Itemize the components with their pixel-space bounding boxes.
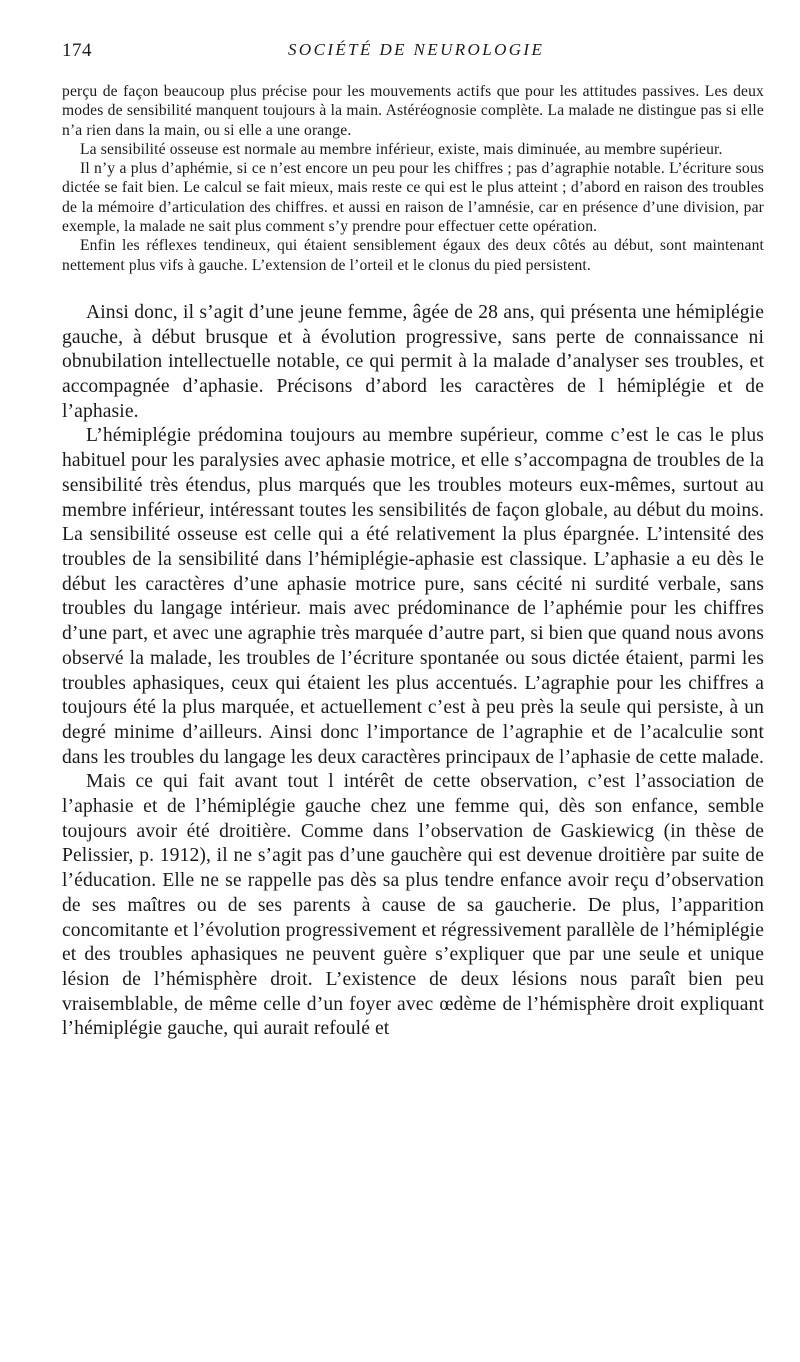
clinical-notes bbox=[62, 82, 764, 275]
paragraph-hemiplegia: L’hémiplégie prédomina toujours au membre supérieur, comme c’est le cas le plus habituel pour les paralysies avec aphasie motrice, et elle s’accompagna de troubles de la sensibilité très étendus, plus marqués que les troubles moteurs eux-mêmes, surtout au membre inférieur, intéressant toutes les sensibilités de façon globale, au début du moins. La sensibilité osseuse est celle qui a été relativement la plus épargnée. L’intensité des troubles de la sensibilité dans l’hémiplégie-aphasie est classique. L’aphasie a eu dès le début les caractères d’une aphasie motrice pure, sans cécité ni surdité verbale, sans troubles du langage intérieur. mais avec prédominance de l’aphémie pour les chiffres d’une part, et avec une agraphie très marquée d’autre part, si bien que quand nous avons observé la malade, les troubles de l’écriture spontanée ou sous dictée étaient, parmi les troubles aphasiques, ceux qui étaient les plus accentués. L’agraphie pour les chiffres a toujours été la plus marquée, et actuellement c’est à peu près la seule qui persiste, à un degré minime d’ailleurs. Ainsi donc l’importance de l’agraphie et de l’acalculie sont dans les troubles du langage les deux caractères principaux de l’aphasie de cette malade. bbox=[62, 425, 764, 768]
running-head: SOCIÉTÉ DE NEUROLOGIE bbox=[288, 40, 545, 59]
page-header bbox=[62, 38, 764, 66]
discussion bbox=[62, 301, 764, 1042]
paragraph-reflexes: Enfin les réflexes tendineux, qui étaient sensiblement égaux des deux côtés au début, sont maintenant nettement plus vifs à gauche. L’extension de l’orteil et le clonus du pied persistent. bbox=[62, 237, 764, 274]
paragraph-interest: Mais ce qui fait avant tout l intérêt de cette observation, c’est l’association de l’aphasie et de l’hémiplégie gauche chez une femme qui, dès son enfance, semble toujours avoir été droitière. Comme dans l’observation de Gaskiewicg (in thèse de Pelissier, p. 1912), il ne s’agit pas d’une gauchère qui est devenue droitière par suite de l’éducation. Elle ne se rappelle pas dès sa plus tendre enfance avoir reçu d’observation de ses maîtres ou de ses parents à cause de sa gaucherie. De plus, l’apparition concomitante et l’évolution progressivement et régressivement parallèle de l’hémiplégie et des troubles aphasiques ne peuvent guère s’expliquer que par une seule et unique lésion de l’hémisphère droit. L’existence de deux lésions nous paraît bien peu vraisemblable, de même celle d’un foyer avec œdème de l’hémisphère droit expliquant l’hémiplégie gauche, qui aurait refoulé et bbox=[62, 771, 764, 1040]
paragraph-bone-sensibility: La sensibilité osseuse est normale au membre inférieur, existe, mais diminuée, au membre supérieur. bbox=[80, 140, 723, 158]
paragraph-sensibility-continued: perçu de façon beaucoup plus précise pour les mouvements actifs que pour les attitudes passives. Les deux modes de sensibilité manquent toujours à la main. Astéréognosie complète. La malade ne distingue pas si elle n’a rien dans la main, ou si elle a une orange. bbox=[62, 83, 764, 139]
page-number: 174 bbox=[62, 40, 92, 61]
paragraph-aphemia: Il n’y a plus d’aphémie, si ce n’est encore un peu pour les chiffres ; pas d’agraphie notable. L’écriture sous dictée se fait bien. Le calcul se fait mieux, mais reste ce qui est le plus atteint ; d’abord en raison des troubles de la mémoire d’articulation des chiffres. et aussi en raison de l’amnésie, car en présence d’une division, par exemple, la malade ne sait plus comment s’y prendre pour effectuer cette opération. bbox=[62, 160, 764, 236]
paragraph-summary: Ainsi donc, il s’agit d’une jeune femme, âgée de 28 ans, qui présenta une hémiplégie gauche, à début brusque et à évolution progressive, sans perte de connaissance ni obnubilation intellectuelle notable, ce qui permit à la malade d’analyser ses troubles, et accompagnée d’aphasie. Précisons d’abord les caractères de l hémiplégie et de l’aphasie. bbox=[62, 301, 764, 422]
